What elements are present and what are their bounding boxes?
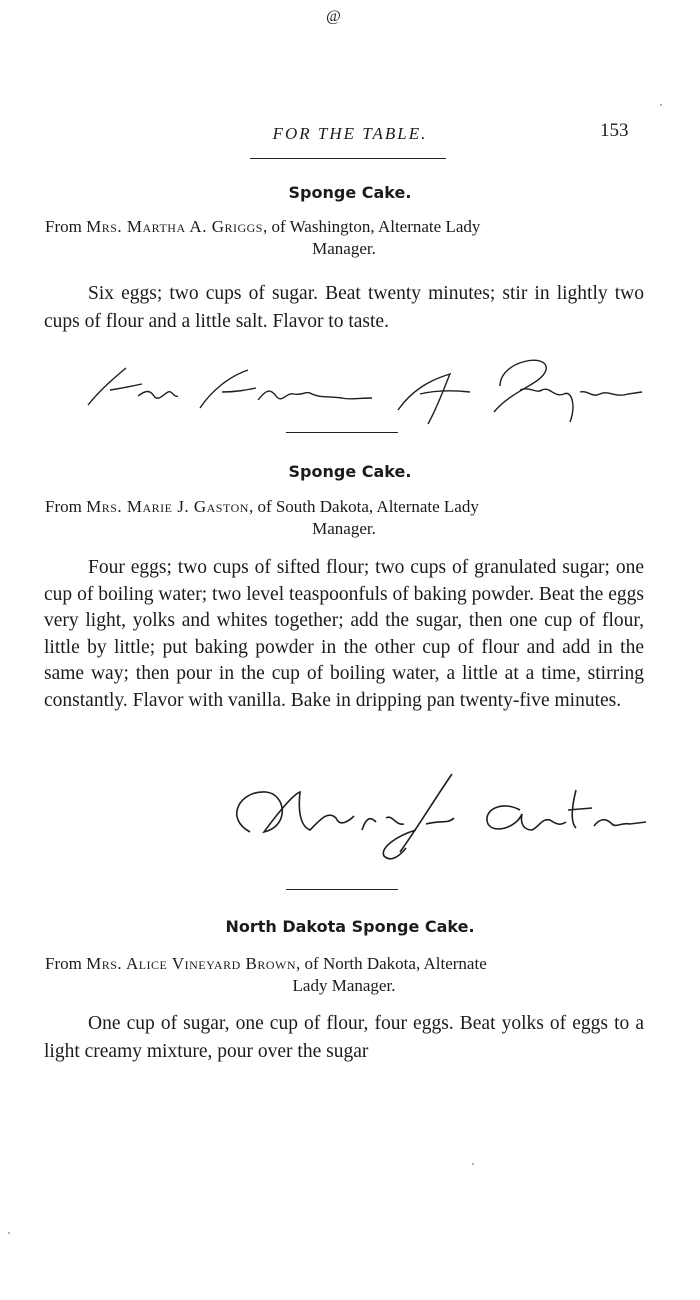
source-line-2: Manager. <box>312 519 376 538</box>
recipe-body <box>44 1010 644 1066</box>
recipe-source <box>45 216 643 260</box>
source-suffix: , of Washington, Alternate Lady <box>263 217 481 236</box>
source-prefix: From <box>45 497 82 516</box>
scan-speck <box>660 104 662 106</box>
source-line-2: Manager. <box>312 239 376 258</box>
recipe-title: Sponge Cake. <box>288 183 412 202</box>
source-prefix: From <box>45 217 82 236</box>
recipe-body <box>44 555 644 714</box>
recipe-title: North Dakota Sponge Cake. <box>225 917 475 936</box>
contributor-name: Mrs. Martha A. Griggs <box>86 217 263 236</box>
recipe-paragraph: Six eggs; two cups of sugar. Beat twenty minutes; stir in lightly two cups of flour and a little salt. Flavor to taste. <box>44 283 644 332</box>
contributor-name: Mrs. Marie J. Gaston <box>86 497 249 516</box>
section-rule <box>286 889 398 890</box>
page-top-mark: @ <box>326 8 341 25</box>
running-head: FOR THE TABLE. <box>272 124 428 143</box>
recipe-paragraph: Four eggs; two cups of sifted flour; two cups of granulated sugar; one cup of boiling water; two level teaspoonfuls of baking powder. Beat the eggs very light, yolks and whites together; add the sugar, then one cup of flour, little by little; put baking powder in the other cup of flour and add in the same way; then pour in the cup of boiling water, a little at a time, stirring constantly. Flavor with vanilla. Bake in dripping pan twenty-five minutes. <box>44 557 644 711</box>
section-rule <box>286 432 398 433</box>
header-rule <box>250 158 446 159</box>
source-suffix: , of South Dakota, Alternate Lady <box>248 497 479 516</box>
signature-text: Marie J. Gaston <box>222 766 229 767</box>
recipe-source <box>45 953 643 997</box>
signature-griggs <box>80 346 650 430</box>
scan-speck <box>472 1163 474 1165</box>
source-suffix: , of North Dakota, Alternate <box>296 954 487 973</box>
scan-speck <box>8 1232 10 1234</box>
signature-gaston <box>220 766 650 870</box>
recipe-paragraph: One cup of sugar, one cup of flour, four eggs. Beat yolks of eggs to a light creamy mixture, pour over the sugar <box>44 1013 644 1062</box>
recipe-source <box>45 496 643 540</box>
source-prefix: From <box>45 954 82 973</box>
recipe-title: Sponge Cake. <box>288 462 412 481</box>
recipe-body <box>44 280 644 336</box>
page-number: 153 <box>600 120 629 141</box>
source-line-2: Lady Manager. <box>292 976 396 995</box>
signature-text: Mrs Martha A Griggs <box>82 346 91 347</box>
contributor-name: Mrs. Alice Vineyard Brown <box>86 954 297 973</box>
